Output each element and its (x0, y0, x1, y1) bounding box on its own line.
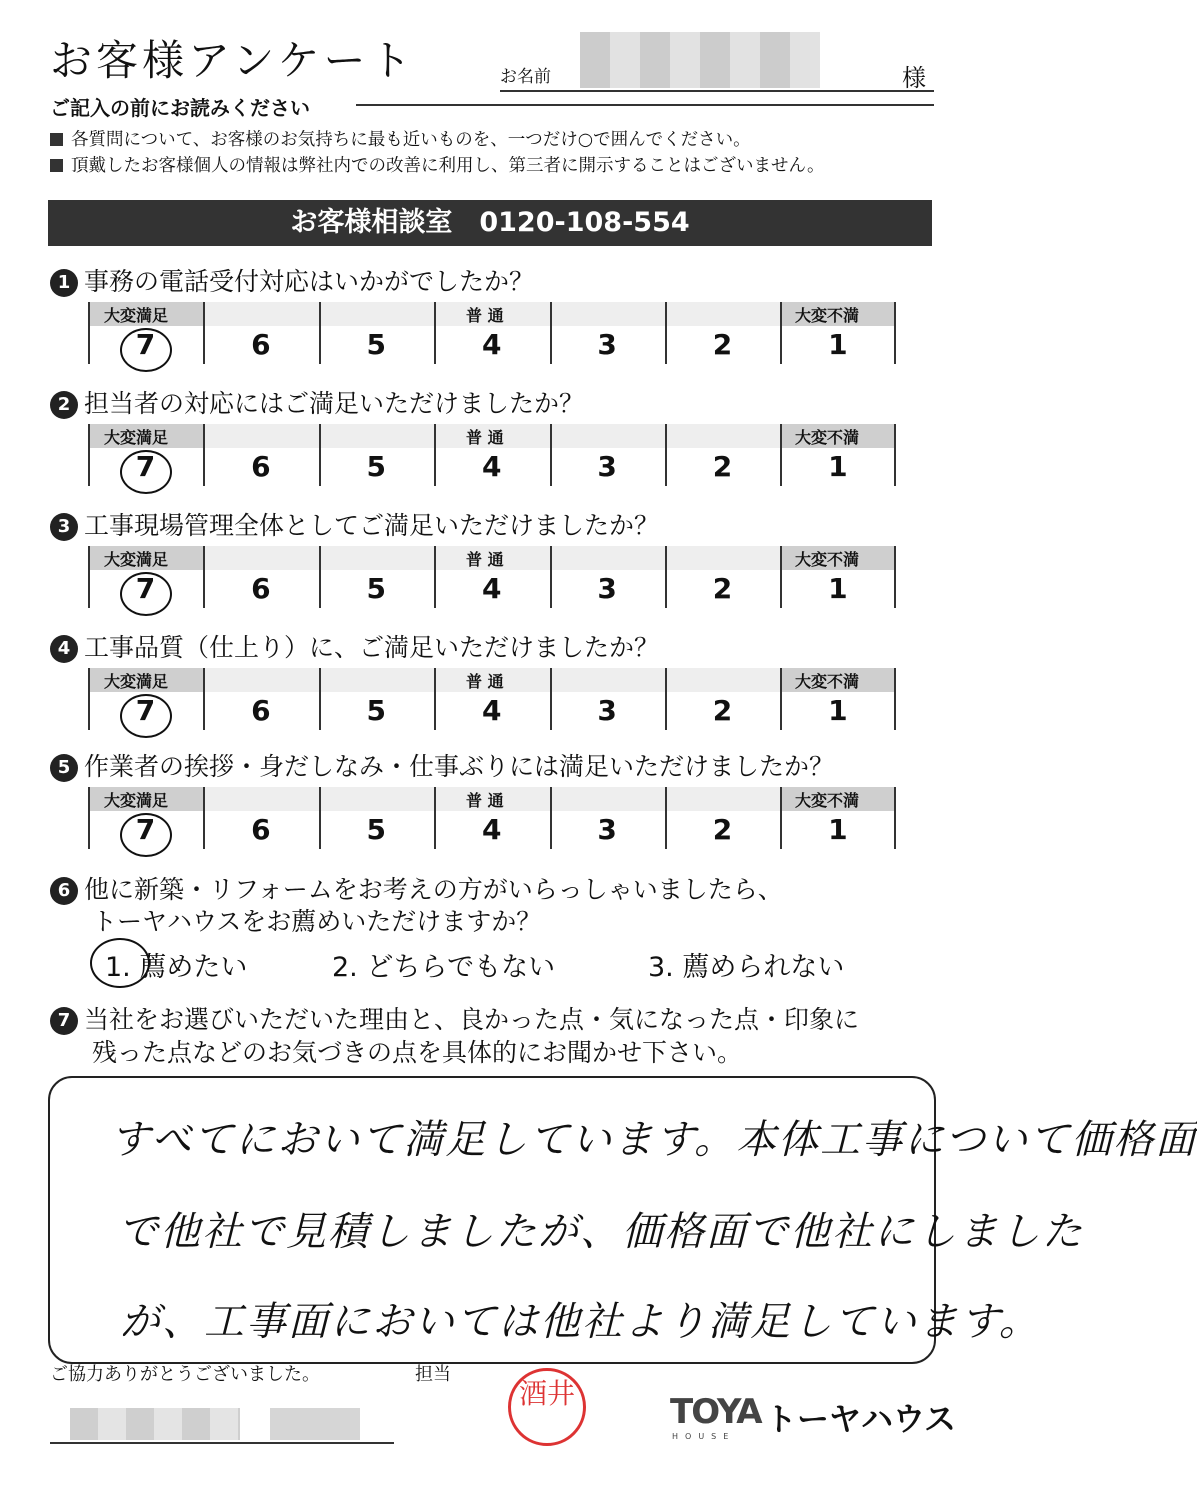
rating-option-5[interactable]: 5 (366, 450, 387, 483)
scale-label-mid: 普 通 (466, 672, 504, 691)
divider (50, 1442, 394, 1444)
question-number-badge: 3 (50, 513, 78, 541)
rating-option-2[interactable]: 2 (712, 694, 733, 727)
rating-scale (88, 424, 896, 486)
rating-option-2[interactable]: 2 (712, 450, 733, 483)
rating-option-6[interactable]: 6 (251, 450, 271, 483)
scale-label-worst: 大変不満 (795, 306, 860, 325)
square-bullet-icon (50, 159, 63, 172)
comment-line: で他社で見積しましたが、価格面で他社にしました (118, 1209, 1084, 1255)
option-1[interactable]: 1. 薦めたい (105, 952, 248, 983)
scale-label-best: 大変満足 (104, 791, 169, 810)
question-number-badge: 5 (50, 754, 78, 782)
question-5: 5 作業者の挨拶・身だしなみ・仕事ぶりには満足いただけましたか？ (50, 747, 834, 783)
rating-option-4[interactable]: 4 (481, 572, 502, 605)
rating-option-3[interactable]: 3 (597, 694, 617, 727)
rating-option-2[interactable]: 2 (712, 328, 733, 361)
rating-option-4[interactable]: 4 (481, 328, 502, 361)
rating-option-3[interactable]: 3 (597, 813, 617, 846)
notice-title: ご記入の前にお読みください (50, 96, 310, 120)
question-3: 3 工事現場管理全体としてご満足いただけましたか？ (50, 506, 659, 542)
rating-option-5[interactable]: 5 (366, 813, 387, 846)
rating-option-7[interactable]: 7 (135, 572, 156, 605)
selected-answer-circle (120, 450, 172, 494)
square-bullet-icon (50, 133, 63, 146)
redacted-field (70, 1408, 240, 1440)
question-number-badge: 4 (50, 635, 78, 663)
company-logo: TOYA (670, 1392, 761, 1432)
name-suffix: 様 (902, 64, 926, 92)
rating-option-6[interactable]: 6 (251, 813, 271, 846)
rating-option-4[interactable]: 4 (481, 694, 502, 727)
question-6: 6 他に新築・リフォームをお考えの方がいらっしゃいましたら、 (50, 870, 783, 906)
name-label: お名前 (500, 67, 551, 87)
rating-scale (88, 787, 896, 849)
comment-line: が、工事面においては他社より満足しています。 (120, 1299, 1041, 1345)
rating-option-4[interactable]: 4 (481, 450, 502, 483)
scale-label-best: 大変満足 (104, 428, 169, 447)
question-1: 1 事務の電話受付対応はいかがでしたか？ (50, 262, 534, 298)
scale-label-worst: 大変不満 (795, 672, 860, 691)
selected-answer-circle (120, 572, 172, 616)
rating-option-3[interactable]: 3 (597, 450, 617, 483)
question-number-badge: 1 (50, 269, 78, 297)
customer-service-banner: お客様相談室 0120-108-554 (48, 200, 932, 246)
rating-scale (88, 302, 896, 364)
scale-label-best: 大変満足 (104, 672, 169, 691)
question-6-line2: トーヤハウスをお薦めいただけますか？ (92, 907, 542, 936)
rating-scale (88, 546, 896, 608)
scale-label-mid: 普 通 (466, 550, 504, 569)
rating-option-1[interactable]: 1 (828, 328, 848, 361)
rating-option-6[interactable]: 6 (251, 328, 271, 361)
scale-label-best: 大変満足 (104, 306, 169, 325)
rating-option-7[interactable]: 7 (135, 328, 156, 361)
question-2: 2 担当者の対応にはご満足いただけましたか？ (50, 384, 584, 420)
name-field-line[interactable] (500, 90, 934, 92)
rating-option-6[interactable]: 6 (251, 572, 271, 605)
question-4: 4 工事品質（仕上り）に、ご満足いただけましたか？ (50, 628, 659, 664)
rating-option-3[interactable]: 3 (597, 328, 617, 361)
scale-label-mid: 普 通 (466, 428, 504, 447)
rating-option-5[interactable]: 5 (366, 328, 387, 361)
rating-option-1[interactable]: 1 (828, 572, 848, 605)
scale-label-mid: 普 通 (466, 791, 504, 810)
scale-label-worst: 大変不満 (795, 428, 860, 447)
rating-option-1[interactable]: 1 (828, 813, 848, 846)
question-7-line2: 残った点などのお気づきの点を具体的にお聞かせ下さい。 (92, 1038, 743, 1067)
comment-line: すべてにおいて満足しています。本体工事について価格面 (110, 1117, 1197, 1163)
rating-option-7[interactable]: 7 (135, 450, 156, 483)
redacted-name (580, 32, 820, 88)
rating-option-1[interactable]: 1 (828, 450, 848, 483)
company-logo-sub: HOUSE (672, 1432, 736, 1441)
scale-label-mid: 普 通 (466, 306, 504, 325)
rating-option-2[interactable]: 2 (712, 813, 733, 846)
selected-answer-circle (120, 694, 172, 738)
notice-item: 頂戴したお客様個人の情報は弊社内での改善に利用し、第三者に開示することはございません。 (50, 152, 825, 177)
rating-option-3[interactable]: 3 (597, 572, 617, 605)
redacted-field (270, 1408, 360, 1440)
question-number-badge: 7 (50, 1007, 78, 1035)
scale-label-worst: 大変不満 (795, 791, 860, 810)
rating-option-1[interactable]: 1 (828, 694, 848, 727)
question-number-badge: 2 (50, 391, 78, 419)
rating-option-4[interactable]: 4 (481, 813, 502, 846)
option-3[interactable]: 3. 薦められない (648, 952, 845, 983)
selected-answer-circle (120, 328, 172, 372)
selected-answer-circle (120, 813, 172, 857)
rating-option-2[interactable]: 2 (712, 572, 733, 605)
survey-title: お客様アンケート (50, 36, 416, 85)
notice-item: 各質問について、お客様のお気持ちに最も近いものを、一つだけ○で囲んでください。 (50, 126, 751, 151)
option-2[interactable]: 2. どちらでもない (332, 952, 556, 983)
thanks-text: ご協力ありがとうございました。 (50, 1364, 320, 1385)
question-7: 7 当社をお選びいただいた理由と、良かった点・気になった点・印象に (50, 1000, 859, 1036)
rating-option-6[interactable]: 6 (251, 694, 271, 727)
divider (356, 104, 934, 106)
rating-scale (88, 668, 896, 730)
staff-label: 担当 (415, 1364, 451, 1385)
scale-label-best: 大変満足 (104, 550, 169, 569)
company-name: トーヤハウス (765, 1400, 957, 1438)
staff-seal-stamp: 酒井 (508, 1368, 586, 1446)
rating-option-7[interactable]: 7 (135, 694, 156, 727)
rating-option-5[interactable]: 5 (366, 694, 387, 727)
rating-option-7[interactable]: 7 (135, 813, 156, 846)
scale-label-worst: 大変不満 (795, 550, 860, 569)
question-number-badge: 6 (50, 877, 78, 905)
rating-option-5[interactable]: 5 (366, 572, 387, 605)
